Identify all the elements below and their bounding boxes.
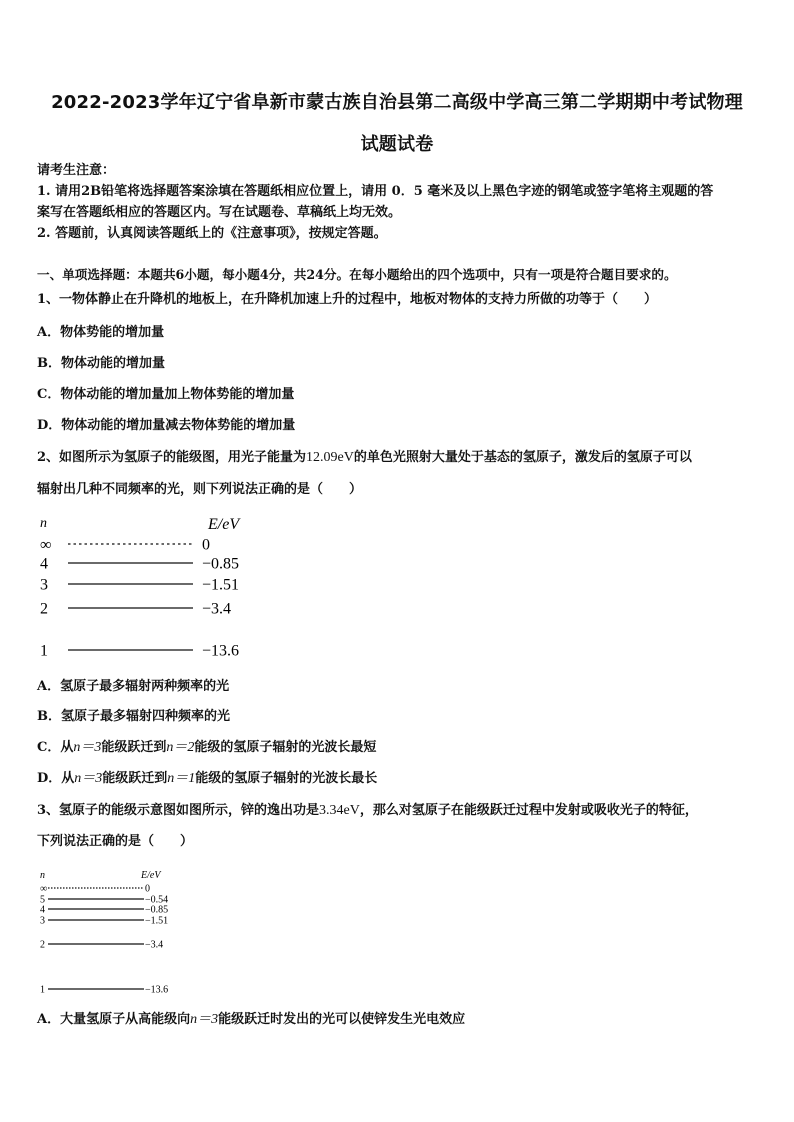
notice-item-1-line-b: 案写在答题纸相应的答题区内。写在试题卷、草稿纸上均无效。 xyxy=(37,205,402,220)
q2-level-energy-1: −0.85 xyxy=(202,555,240,573)
q3-option-a-pre: A．大量氢原子从高能级向 xyxy=(37,1012,191,1027)
q2-level-energy-4: −13.6 xyxy=(202,642,240,660)
q2-level-energy-0: 0 xyxy=(202,536,210,554)
q1-option-a: A．物体势能的增加量 xyxy=(37,325,165,340)
q3-level-energy-2: −0.85 xyxy=(145,904,169,916)
q2-option-b: B．氢原子最多辐射四种频率的光 xyxy=(37,709,230,724)
q3-level-n-5: 1 xyxy=(40,984,45,996)
q2-option-c-post: 能级的氢原子辐射的光波长最短 xyxy=(194,740,377,755)
notice-item-2: 2. 答题前，认真阅读答题纸上的《注意事项》，按规定答题。 xyxy=(37,226,387,241)
q2-level-n-2: 3 xyxy=(40,576,48,594)
q2-option-d-pre: D．从 xyxy=(37,771,75,786)
q3-level-n-0: ∞ xyxy=(40,883,48,895)
q1-option-b: B．物体动能的增加量 xyxy=(37,356,165,371)
q2-option-c-mid: 能级跃迁到 xyxy=(101,740,167,755)
q2-stem-line-a xyxy=(37,449,759,467)
q2-stem-text-2: 的单色光照射大量处于基态的氢原子，激发后的氢原子可以 xyxy=(353,450,692,465)
q3-level-energy-3: −1.51 xyxy=(145,915,169,927)
q2-option-d-from: n＝3 xyxy=(74,771,103,786)
q3-level-energy-0: 0 xyxy=(145,883,150,895)
q2-level-n-4: 1 xyxy=(40,642,48,660)
q2-level-n-3: 2 xyxy=(40,600,48,618)
notice-item-1-line-a: 1. 请用2B铅笔将选择题答案涂填在答题纸相应位置上，请用 0．5 毫米及以上黑色字迹的钢笔或签字笔将主观题的答 xyxy=(37,184,714,199)
q2-option-d-to: n＝1 xyxy=(167,771,196,786)
q3-option-a-post: 能级跃迁时发出的光可以使锌发生光电效应 xyxy=(218,1012,466,1027)
q2-option-c xyxy=(37,739,759,757)
q2-option-c-to: n＝2 xyxy=(166,740,195,755)
q2-photon-energy: 12.09eV xyxy=(306,450,354,465)
exam-title-line-1: 2022-2023学年辽宁省阜新市蒙古族自治县第二高级中学高三第二学期期中考试物理 xyxy=(51,92,743,113)
q2-energy-level-diagram xyxy=(30,510,270,660)
q2-stem-line-b: 辐射出几种不同频率的光，则下列说法正确的是（ ） xyxy=(37,482,363,497)
q3-work-function: 3.34eV xyxy=(319,803,360,818)
q3-option-a-n: n＝3 xyxy=(190,1012,219,1027)
q2-option-d-post: 能级的氢原子辐射的光波长最长 xyxy=(195,771,378,786)
q2-level-group xyxy=(40,537,239,660)
q1-stem: 1、一物体静止在升降机的地板上，在升降机加速上升的过程中，地板对物体的支持力所做的功等于（ ） xyxy=(37,292,658,307)
q3-diagram-n-label: n xyxy=(40,870,45,881)
q3-level-group xyxy=(40,884,168,996)
q1-option-c: C．物体动能的增加量加上物体势能的增加量 xyxy=(37,387,295,402)
q3-stem-text-2: ，那么对氢原子在能级跃迁过程中发射或吸收光子的特征， xyxy=(359,803,698,818)
q2-option-a: A．氢原子最多辐射两种频率的光 xyxy=(37,679,230,694)
q3-level-n-2: 4 xyxy=(40,904,45,916)
section-1-heading: 一、单项选择题：本题共6小题，每小题4分，共24分。在每小题给出的四个选项中，只有一项是符合题目要求的。 xyxy=(37,267,677,282)
q2-stem-text-1: 2、如图所示为氢原子的能级图，用光子能量为 xyxy=(37,450,307,465)
q3-stem-line-b: 下列说法正确的是（ ） xyxy=(37,834,194,849)
q2-diagram-energy-label: E/eV xyxy=(208,516,240,533)
q2-option-d xyxy=(37,770,759,788)
q3-stem-line-a xyxy=(37,802,759,820)
q2-option-c-from: n＝3 xyxy=(73,740,102,755)
q2-level-n-0: ∞ xyxy=(40,536,52,554)
q2-option-c-pre: C．从 xyxy=(37,740,74,755)
q2-option-d-mid: 能级跃迁到 xyxy=(102,771,168,786)
q3-level-n-3: 3 xyxy=(40,915,45,927)
q1-option-d: D．物体动能的增加量减去物体势能的增加量 xyxy=(37,418,296,433)
q2-level-energy-3: −3.4 xyxy=(202,600,232,618)
q3-stem-text-1: 3、氢原子的能级示意图如图所示，锌的逸出功是 xyxy=(37,803,320,818)
exam-title-line-2: 试题试卷 xyxy=(360,134,434,155)
q2-diagram-n-label: n xyxy=(40,516,47,531)
notice-header: 请考生注意： xyxy=(37,163,116,178)
q2-level-energy-2: −1.51 xyxy=(202,576,240,594)
q3-energy-level-diagram xyxy=(36,866,196,1001)
q3-diagram-energy-label: E/eV xyxy=(141,870,161,881)
q3-level-n-1: 5 xyxy=(40,894,45,906)
q3-option-a xyxy=(37,1011,759,1029)
q3-level-energy-5: −13.6 xyxy=(145,984,169,996)
q2-level-n-1: 4 xyxy=(40,555,48,573)
q3-level-n-4: 2 xyxy=(40,939,45,951)
q3-level-energy-4: −3.4 xyxy=(145,939,164,951)
q3-level-energy-1: −0.54 xyxy=(145,894,169,906)
